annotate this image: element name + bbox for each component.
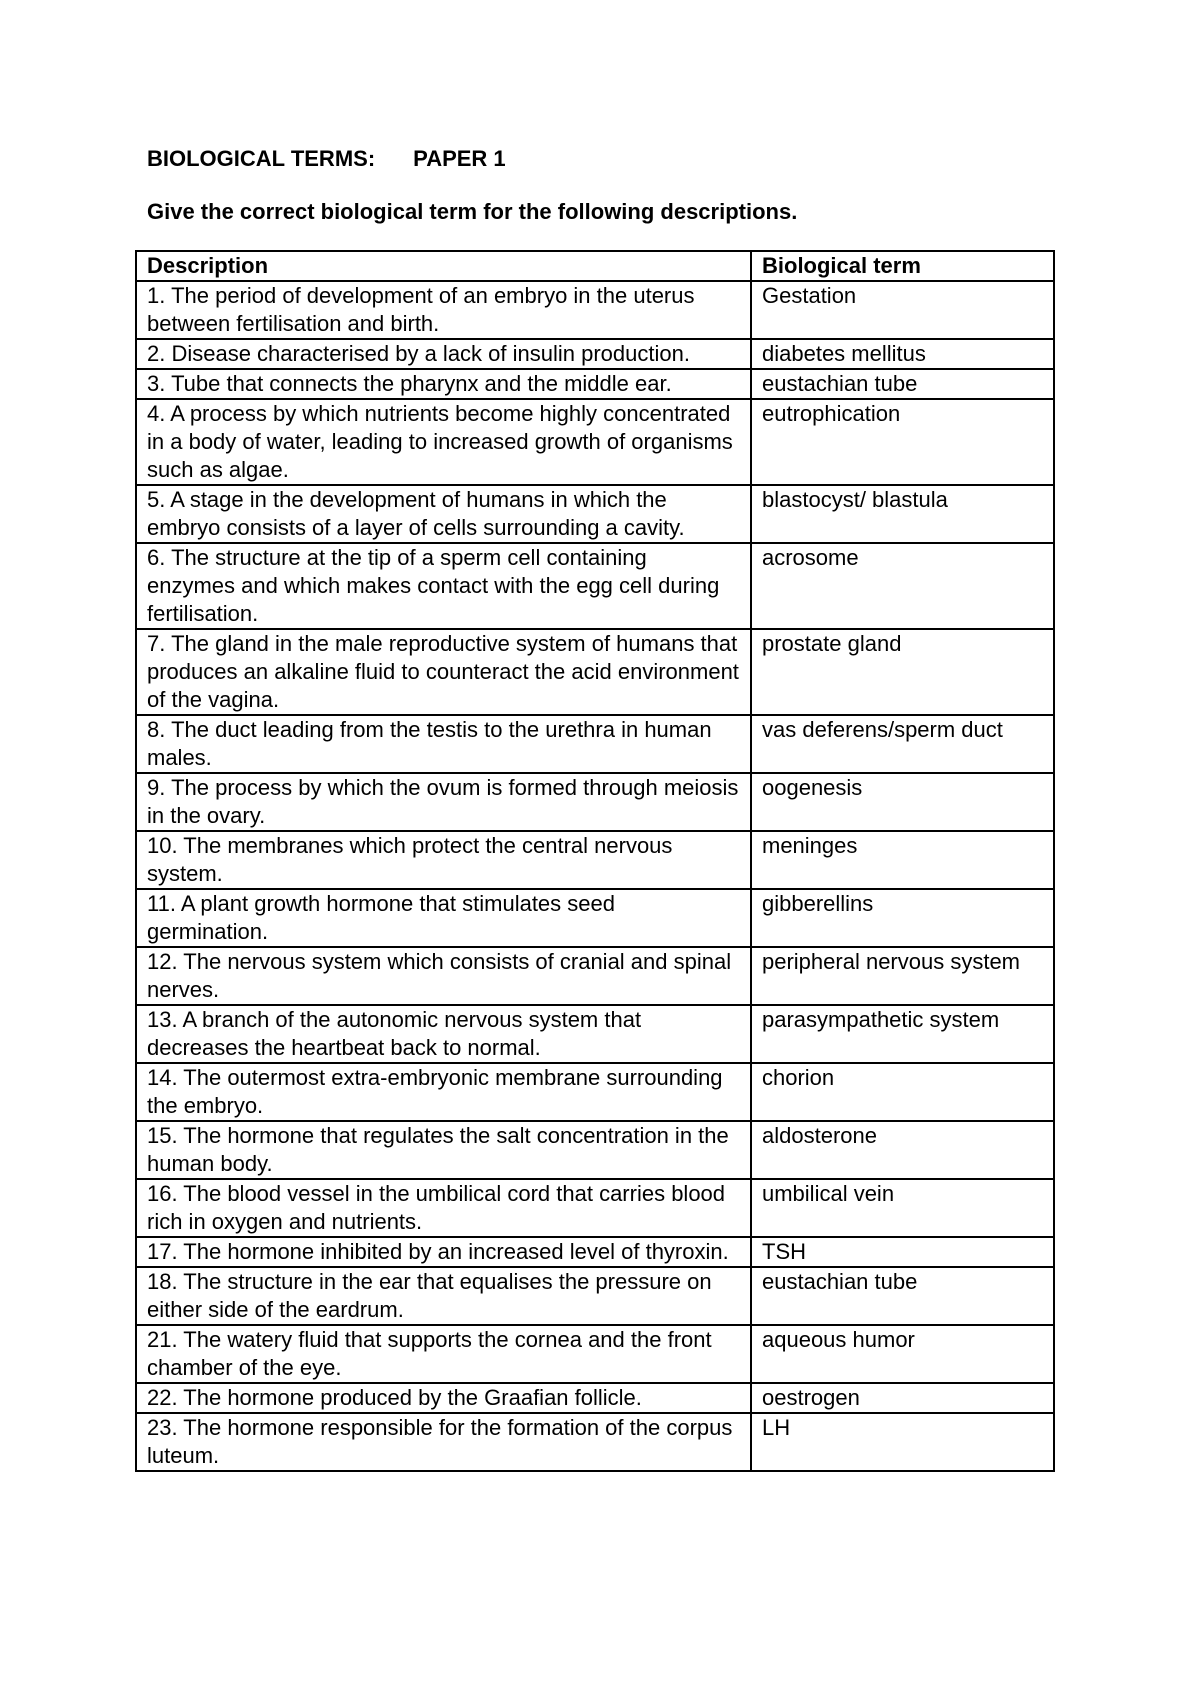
- description-cell: 10. The membranes which protect the central nervous system.: [136, 831, 751, 889]
- term-cell: vas deferens/sperm duct: [751, 715, 1054, 773]
- description-cell: 22. The hormone produced by the Graafian follicle.: [136, 1383, 751, 1413]
- description-cell: 6. The structure at the tip of a sperm cell containing enzymes and which makes contact with the egg cell during fertilisation.: [136, 543, 751, 629]
- description-cell: 14. The outermost extra-embryonic membrane surrounding the embryo.: [136, 1063, 751, 1121]
- term-cell: eutrophication: [751, 399, 1054, 485]
- table-row: [136, 1005, 1054, 1063]
- description-cell: 7. The gland in the male reproductive system of humans that produces an alkaline fluid to counteract the acid environment of the vagina.: [136, 629, 751, 715]
- term-cell: eustachian tube: [751, 1267, 1054, 1325]
- description-cell: 18. The structure in the ear that equalises the pressure on either side of the eardrum.: [136, 1267, 751, 1325]
- term-cell: LH: [751, 1413, 1054, 1471]
- table-row: [136, 1325, 1054, 1383]
- description-cell: 5. A stage in the development of humans in which the embryo consists of a layer of cells surrounding a cavity.: [136, 485, 751, 543]
- description-cell: 17. The hormone inhibited by an increased level of thyroxin.: [136, 1237, 751, 1267]
- table-row: [136, 1063, 1054, 1121]
- term-cell: aqueous humor: [751, 1325, 1054, 1383]
- title-text: BIOLOGICAL TERMS:: [147, 146, 376, 171]
- description-cell: 9. The process by which the ovum is formed through meiosis in the ovary.: [136, 773, 751, 831]
- table-row: [136, 1267, 1054, 1325]
- description-cell: 23. The hormone responsible for the formation of the corpus luteum.: [136, 1413, 751, 1471]
- table-row: [136, 281, 1054, 339]
- term-cell: aldosterone: [751, 1121, 1054, 1179]
- instruction-text: Give the correct biological term for the following descriptions.: [147, 199, 798, 224]
- table-row: [136, 1121, 1054, 1179]
- table-row: [136, 1179, 1054, 1237]
- description-cell: 3. Tube that connects the pharynx and the middle ear.: [136, 369, 751, 399]
- table-row: [136, 947, 1054, 1005]
- description-cell: 1. The period of development of an embryo in the uterus between fertilisation and birth.: [136, 281, 751, 339]
- table-row: [136, 1237, 1054, 1267]
- table-row: [136, 715, 1054, 773]
- table-row: [136, 339, 1054, 369]
- table-row: [136, 369, 1054, 399]
- description-cell: 4. A process by which nutrients become highly concentrated in a body of water, leading to increased growth of organisms such as algae.: [136, 399, 751, 485]
- table-row: [136, 773, 1054, 831]
- table-row: [136, 485, 1054, 543]
- description-cell: 2. Disease characterised by a lack of insulin production.: [136, 339, 751, 369]
- description-cell: 15. The hormone that regulates the salt concentration in the human body.: [136, 1121, 751, 1179]
- term-cell: parasympathetic system: [751, 1005, 1054, 1063]
- header-term: Biological term: [751, 251, 1054, 281]
- term-cell: blastocyst/ blastula: [751, 485, 1054, 543]
- term-cell: meninges: [751, 831, 1054, 889]
- term-cell: peripheral nervous system: [751, 947, 1054, 1005]
- table-row: [136, 1383, 1054, 1413]
- description-cell: 16. The blood vessel in the umbilical cord that carries blood rich in oxygen and nutrients.: [136, 1179, 751, 1237]
- description-cell: 11. A plant growth hormone that stimulates seed germination.: [136, 889, 751, 947]
- description-cell: 21. The watery fluid that supports the cornea and the front chamber of the eye.: [136, 1325, 751, 1383]
- table-row: [136, 889, 1054, 947]
- term-cell: Gestation: [751, 281, 1054, 339]
- table-row: [136, 629, 1054, 715]
- description-cell: 12. The nervous system which consists of cranial and spinal nerves.: [136, 947, 751, 1005]
- table-body: [136, 281, 1054, 1471]
- table-row: [136, 399, 1054, 485]
- term-cell: oestrogen: [751, 1383, 1054, 1413]
- term-cell: gibberellins: [751, 889, 1054, 947]
- table-row: [136, 1413, 1054, 1471]
- terms-table: [135, 250, 1055, 1472]
- table-header-row: [136, 251, 1054, 281]
- term-cell: diabetes mellitus: [751, 339, 1054, 369]
- description-cell: 8. The duct leading from the testis to the urethra in human males.: [136, 715, 751, 773]
- term-cell: chorion: [751, 1063, 1054, 1121]
- description-cell: 13. A branch of the autonomic nervous system that decreases the heartbeat back to normal.: [136, 1005, 751, 1063]
- page-title: [147, 145, 506, 173]
- term-cell: acrosome: [751, 543, 1054, 629]
- term-cell: umbilical vein: [751, 1179, 1054, 1237]
- term-cell: oogenesis: [751, 773, 1054, 831]
- term-cell: TSH: [751, 1237, 1054, 1267]
- header-description: Description: [136, 251, 751, 281]
- term-cell: eustachian tube: [751, 369, 1054, 399]
- term-cell: prostate gland: [751, 629, 1054, 715]
- table-row: [136, 543, 1054, 629]
- paper-label: PAPER 1: [413, 146, 506, 171]
- table-row: [136, 831, 1054, 889]
